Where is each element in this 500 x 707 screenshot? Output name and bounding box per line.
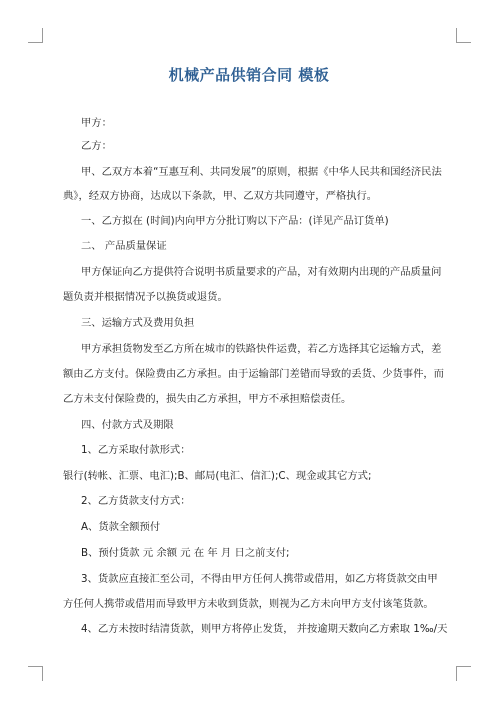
crop-mark-top-left: [28, 28, 43, 43]
crop-mark-bottom-left: [28, 666, 43, 681]
paragraph-line: 银行(转帐、汇票、电汇);B、邮局(电汇、信汇);C、现金或其它方式;: [63, 470, 372, 482]
section-heading: 一、乙方拟在 (时间)内向甲方分批订购以下产品：(详见产品订货单): [81, 215, 389, 227]
paragraph-line: B、预付货款 元 余额 元 在 年 月 日之前支付;: [81, 547, 290, 559]
party-a-line: 甲方：: [81, 117, 112, 129]
party-b-line: 乙方：: [81, 140, 112, 152]
paragraph-line: 题负责并根据情况予以换货或退货。: [63, 291, 228, 303]
paragraph-line: A、货款全额预付: [81, 521, 161, 533]
paragraph-line: 甲方承担货物发至乙方所在城市的铁路快件运费，若乙方选择其它运输方式，差: [81, 343, 442, 355]
paragraph-line: 甲方保证向乙方提供符合说明书质量要求的产品，对有效期内出现的产品质量问: [81, 266, 442, 278]
paragraph-line: 3、货款应直接汇至公司，不得由甲方任何人携带或借用，如乙方将货款交由甲: [81, 573, 438, 585]
section-heading: 三、运输方式及费用负担: [81, 317, 195, 329]
paragraph-line: 4、乙方未按时结清货款，则甲方将停止发货， 并按逾期天数向乙方索取 1‰/天: [81, 623, 448, 635]
paragraph-line: 方任何人携带或借用而导致甲方未收到货款，则视为乙方未向甲方支付该笔货款。: [63, 598, 434, 610]
crop-mark-bottom-right: [456, 666, 471, 681]
section-heading: 四、付款方式及期限: [81, 419, 174, 431]
paragraph-line: 乙方未支付保险费的，损失由乙方承担，甲方不承担赔偿责任。: [63, 393, 352, 405]
paragraph-line: 额由乙方支付。保险费由乙方承担。由于运输部门差错而导致的丢货、少货事件，而: [63, 368, 444, 380]
paragraph-line: 甲、乙双方本着“互惠互利、共同发展”的原则，根据《中华人民共和国经济民法: [81, 166, 442, 178]
document-title: 机械产品供销合同 模板: [168, 66, 330, 84]
section-heading: 二、 产品质量保证: [81, 240, 167, 252]
paragraph-line: 典》，经双方协商，达成以下条款，甲、乙双方共同遵守，严格执行。: [63, 190, 378, 202]
paragraph-line: 1、乙方采取付款形式：: [81, 444, 191, 456]
crop-mark-top-right: [456, 28, 471, 43]
paragraph-line: 2、乙方货款支付方式：: [81, 495, 191, 507]
